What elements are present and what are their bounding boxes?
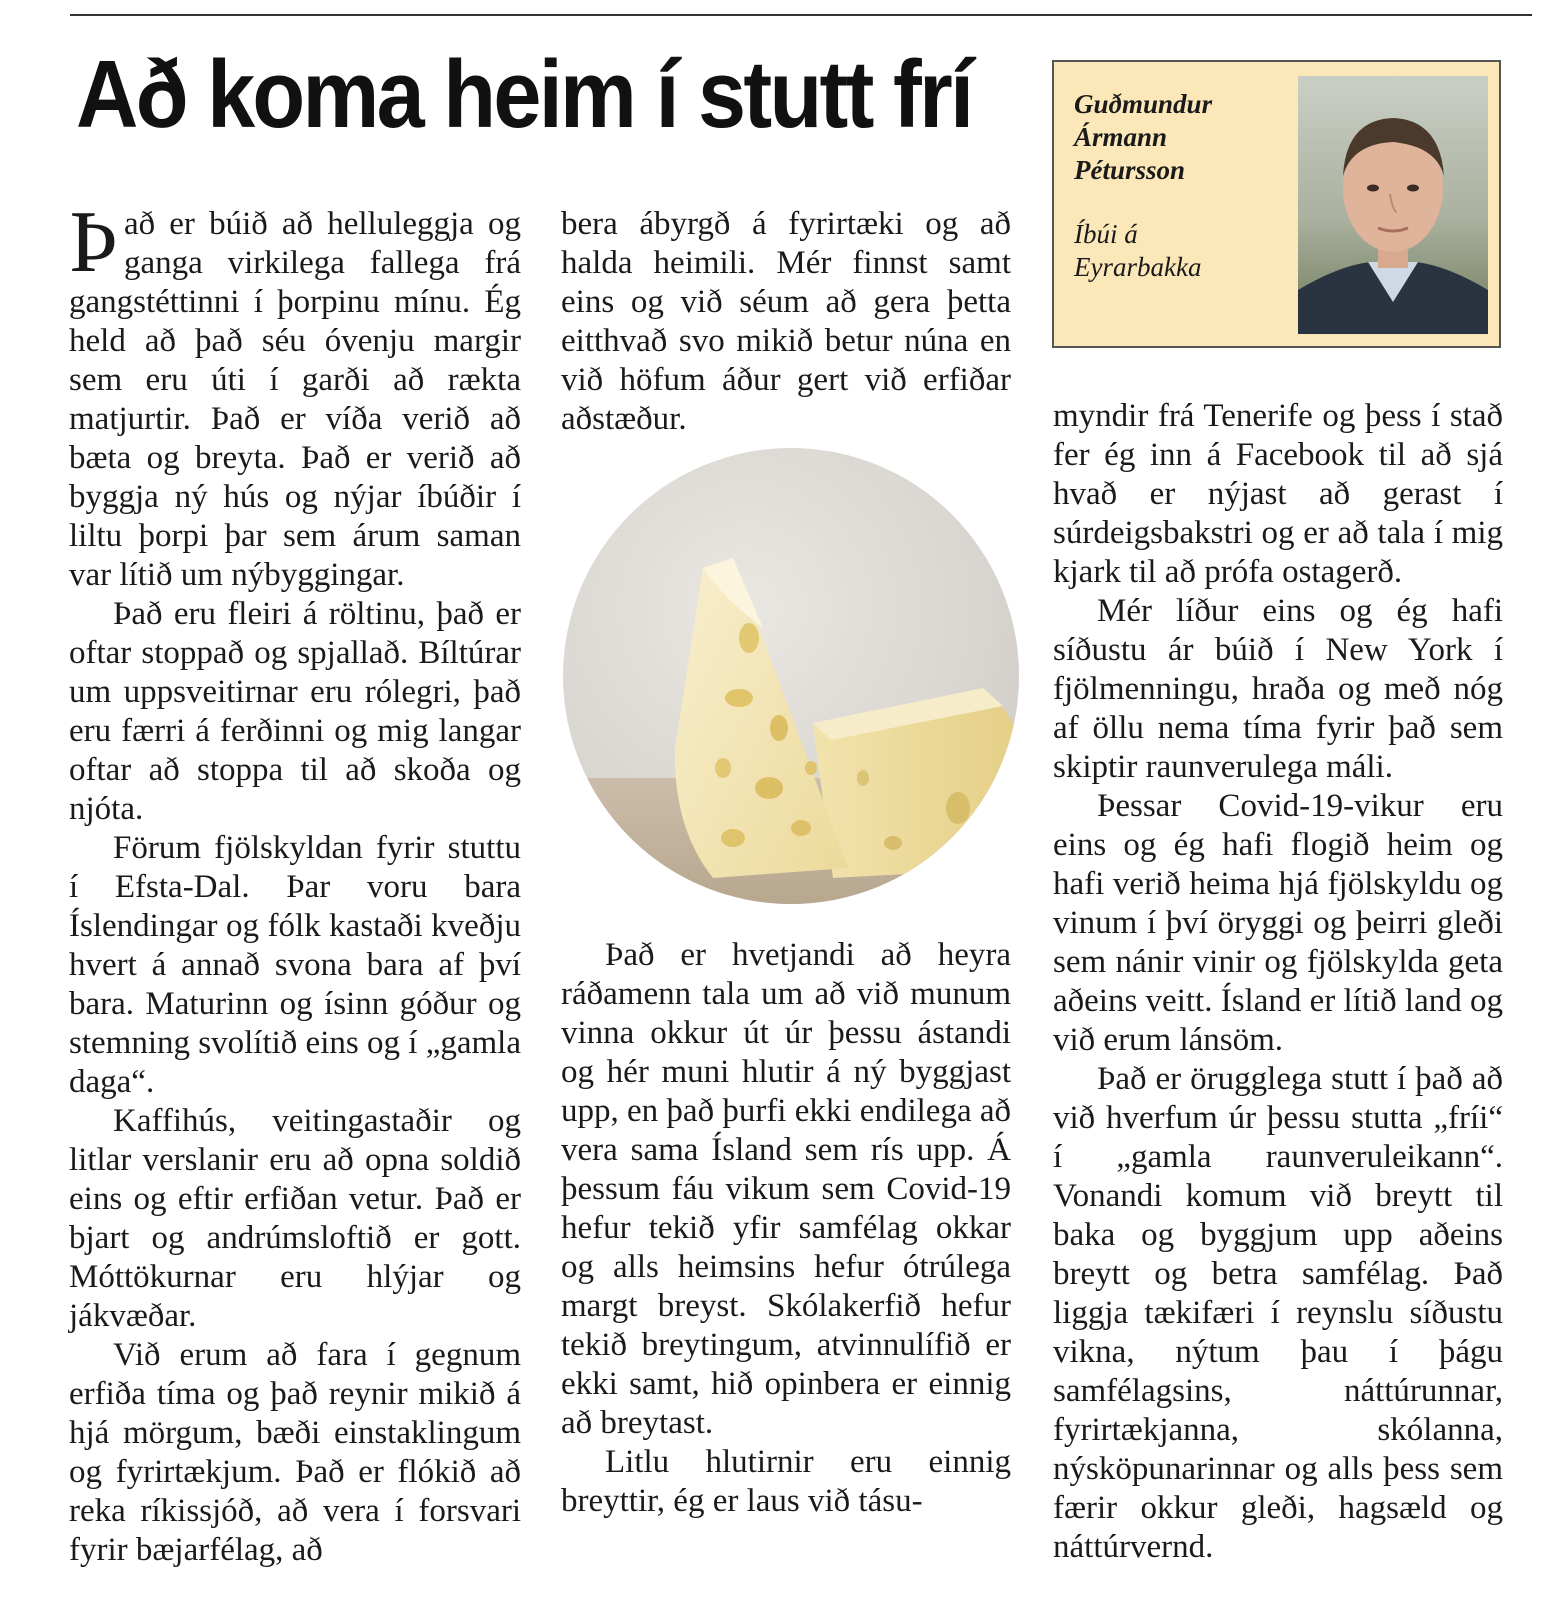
article-column-2-bottom <box>561 936 1011 1521</box>
article-paragraph: Þessar Covid-19-vikur eru eins og ég hafi flogið heim og hafi verið heima hjá fjölskyldu og vinum í því öryggi og þeirri gleði sem nánir vinir og fjölskylda geta aðeins veitt. Ísland er lítið land og við erum lánsöm. <box>1053 788 1503 1058</box>
cheese-image <box>563 448 1019 904</box>
cheese-photo <box>563 448 1019 904</box>
article-headline: Að koma heim í stutt frí <box>76 41 972 148</box>
article-paragraph: Það er hvetjandi að heyra ráðamenn tala um að við munum vinna okkur út úr þessu ástandi og hér muni hlutir á ný byggjast upp, en það þurfi ekki endilega að vera sama Ísland sem rís upp. Á þessum fáu vikum sem Covid-19 hefur tekið yfir samfélag okkar og alls heimsins hefur ótrúlega margt breyst. Skólakerfið hefur tekið breytingum, atvinnulífið er ekki samt, hið opinbera er einnig að breytast. <box>561 937 1011 1441</box>
article-paragraph: Mér líður eins og ég hafi síðustu ár búið í New York í fjölmenningu, hraða og með nóg af öllu nema tíma fyrir það sem skiptir raunverulega máli. <box>1053 593 1503 785</box>
article-paragraph <box>69 194 521 595</box>
article-paragraph: Það eru fleiri á röltinu, það er oftar stoppað og spjallað. Bíltúrar um uppsveitirnar eru rólegri, það eru færri á ferðinni og mig langar oftar að stoppa til að skoða og njóta. <box>69 596 521 827</box>
author-name <box>1074 88 1274 187</box>
article-paragraph: Það er örugglega stutt í það að við hverfum úr þessu stutta „fríi“ í „gamla raunveruleikann“. Vonandi komum við breytt til baka og byggjum upp aðeins breytt og betra samfélag. Það liggja tækifæri í reynslu síðustu vikna, nýtum þau í þágu samfélagsins, náttúrunnar, fyrirtækjanna, skólanna, nýsköpunarinnar og alls þess sem færir okkur gleði, hagsæld og náttúrvernd. <box>1053 1061 1503 1565</box>
author-place-line: Eyrarbakka <box>1074 252 1202 282</box>
author-portrait <box>1298 76 1488 334</box>
drop-cap: Þ <box>69 194 118 291</box>
article-column-1 <box>69 194 521 1570</box>
article-paragraph: Við erum að fara í gegnum erfiða tíma og það reynir mikið á hjá mörgum, bæði einstaklingum og fyrirtækjum. Það er flókið að reka ríkissjóð, að vera í forsvari fyrir bæjarfélag, að <box>69 1337 521 1568</box>
top-rule <box>70 14 1532 16</box>
author-place <box>1074 218 1274 284</box>
author-name-line: Pétursson <box>1074 155 1186 185</box>
portrait-image <box>1298 76 1488 334</box>
article-paragraph: Kaffihús, veitingastaðir og litlar verslanir eru að opna soldið eins og eftir erfiðan vetur. Það er bjart og andrúmsloftið er gott. Móttökurnar eru hlýjar og jákvæðar. <box>69 1103 521 1334</box>
article-paragraph: Förum fjölskyldan fyrir stuttu í Efsta-Dal. Þar voru bara Íslendingar og fólk kastaði kveðju hvert á annað svona bara af því bara. Maturinn og ísinn góður og stemning svolítið eins og í „gamla daga“. <box>69 830 521 1100</box>
article-column-3 <box>1053 397 1503 1567</box>
author-place-line: Íbúi á <box>1074 219 1138 249</box>
paragraph-text: að er búið að helluleggja og ganga virkilega fallega frá gangstéttinni í þorpinu mínu. Ég held að það séu óvenju margir sem eru úti í garði að rækta matjurtir. Það er víða verið að bæta og breyta. Það er verið að byggja ný hús og nýjar íbúðir í liltu þorpi þar sem árum saman var lítið um nýbyggingar. <box>69 206 521 593</box>
article-paragraph: Litlu hlutirnir eru einnig breyttir, ég er laus við tásu- <box>561 1444 1011 1519</box>
author-name-line: Ármann <box>1074 122 1168 152</box>
article-paragraph: bera ábyrgð á fyrirtæki og að halda heimili. Mér finnst samt eins og við séum að gera þetta eitthvað svo mikið betur núna en við höfum áður gert við erfiðar aðstæður. <box>561 206 1011 437</box>
author-box <box>1052 60 1501 348</box>
article-column-2-top <box>561 205 1011 439</box>
author-name-line: Guðmundur <box>1074 89 1213 119</box>
article-paragraph: myndir frá Tenerife og þess í stað fer ég inn á Facebook til að sjá hvað er nýjast að gerast í súrdeigsbakstri og er að tala í mig kjark til að prófa ostagerð. <box>1053 398 1503 590</box>
